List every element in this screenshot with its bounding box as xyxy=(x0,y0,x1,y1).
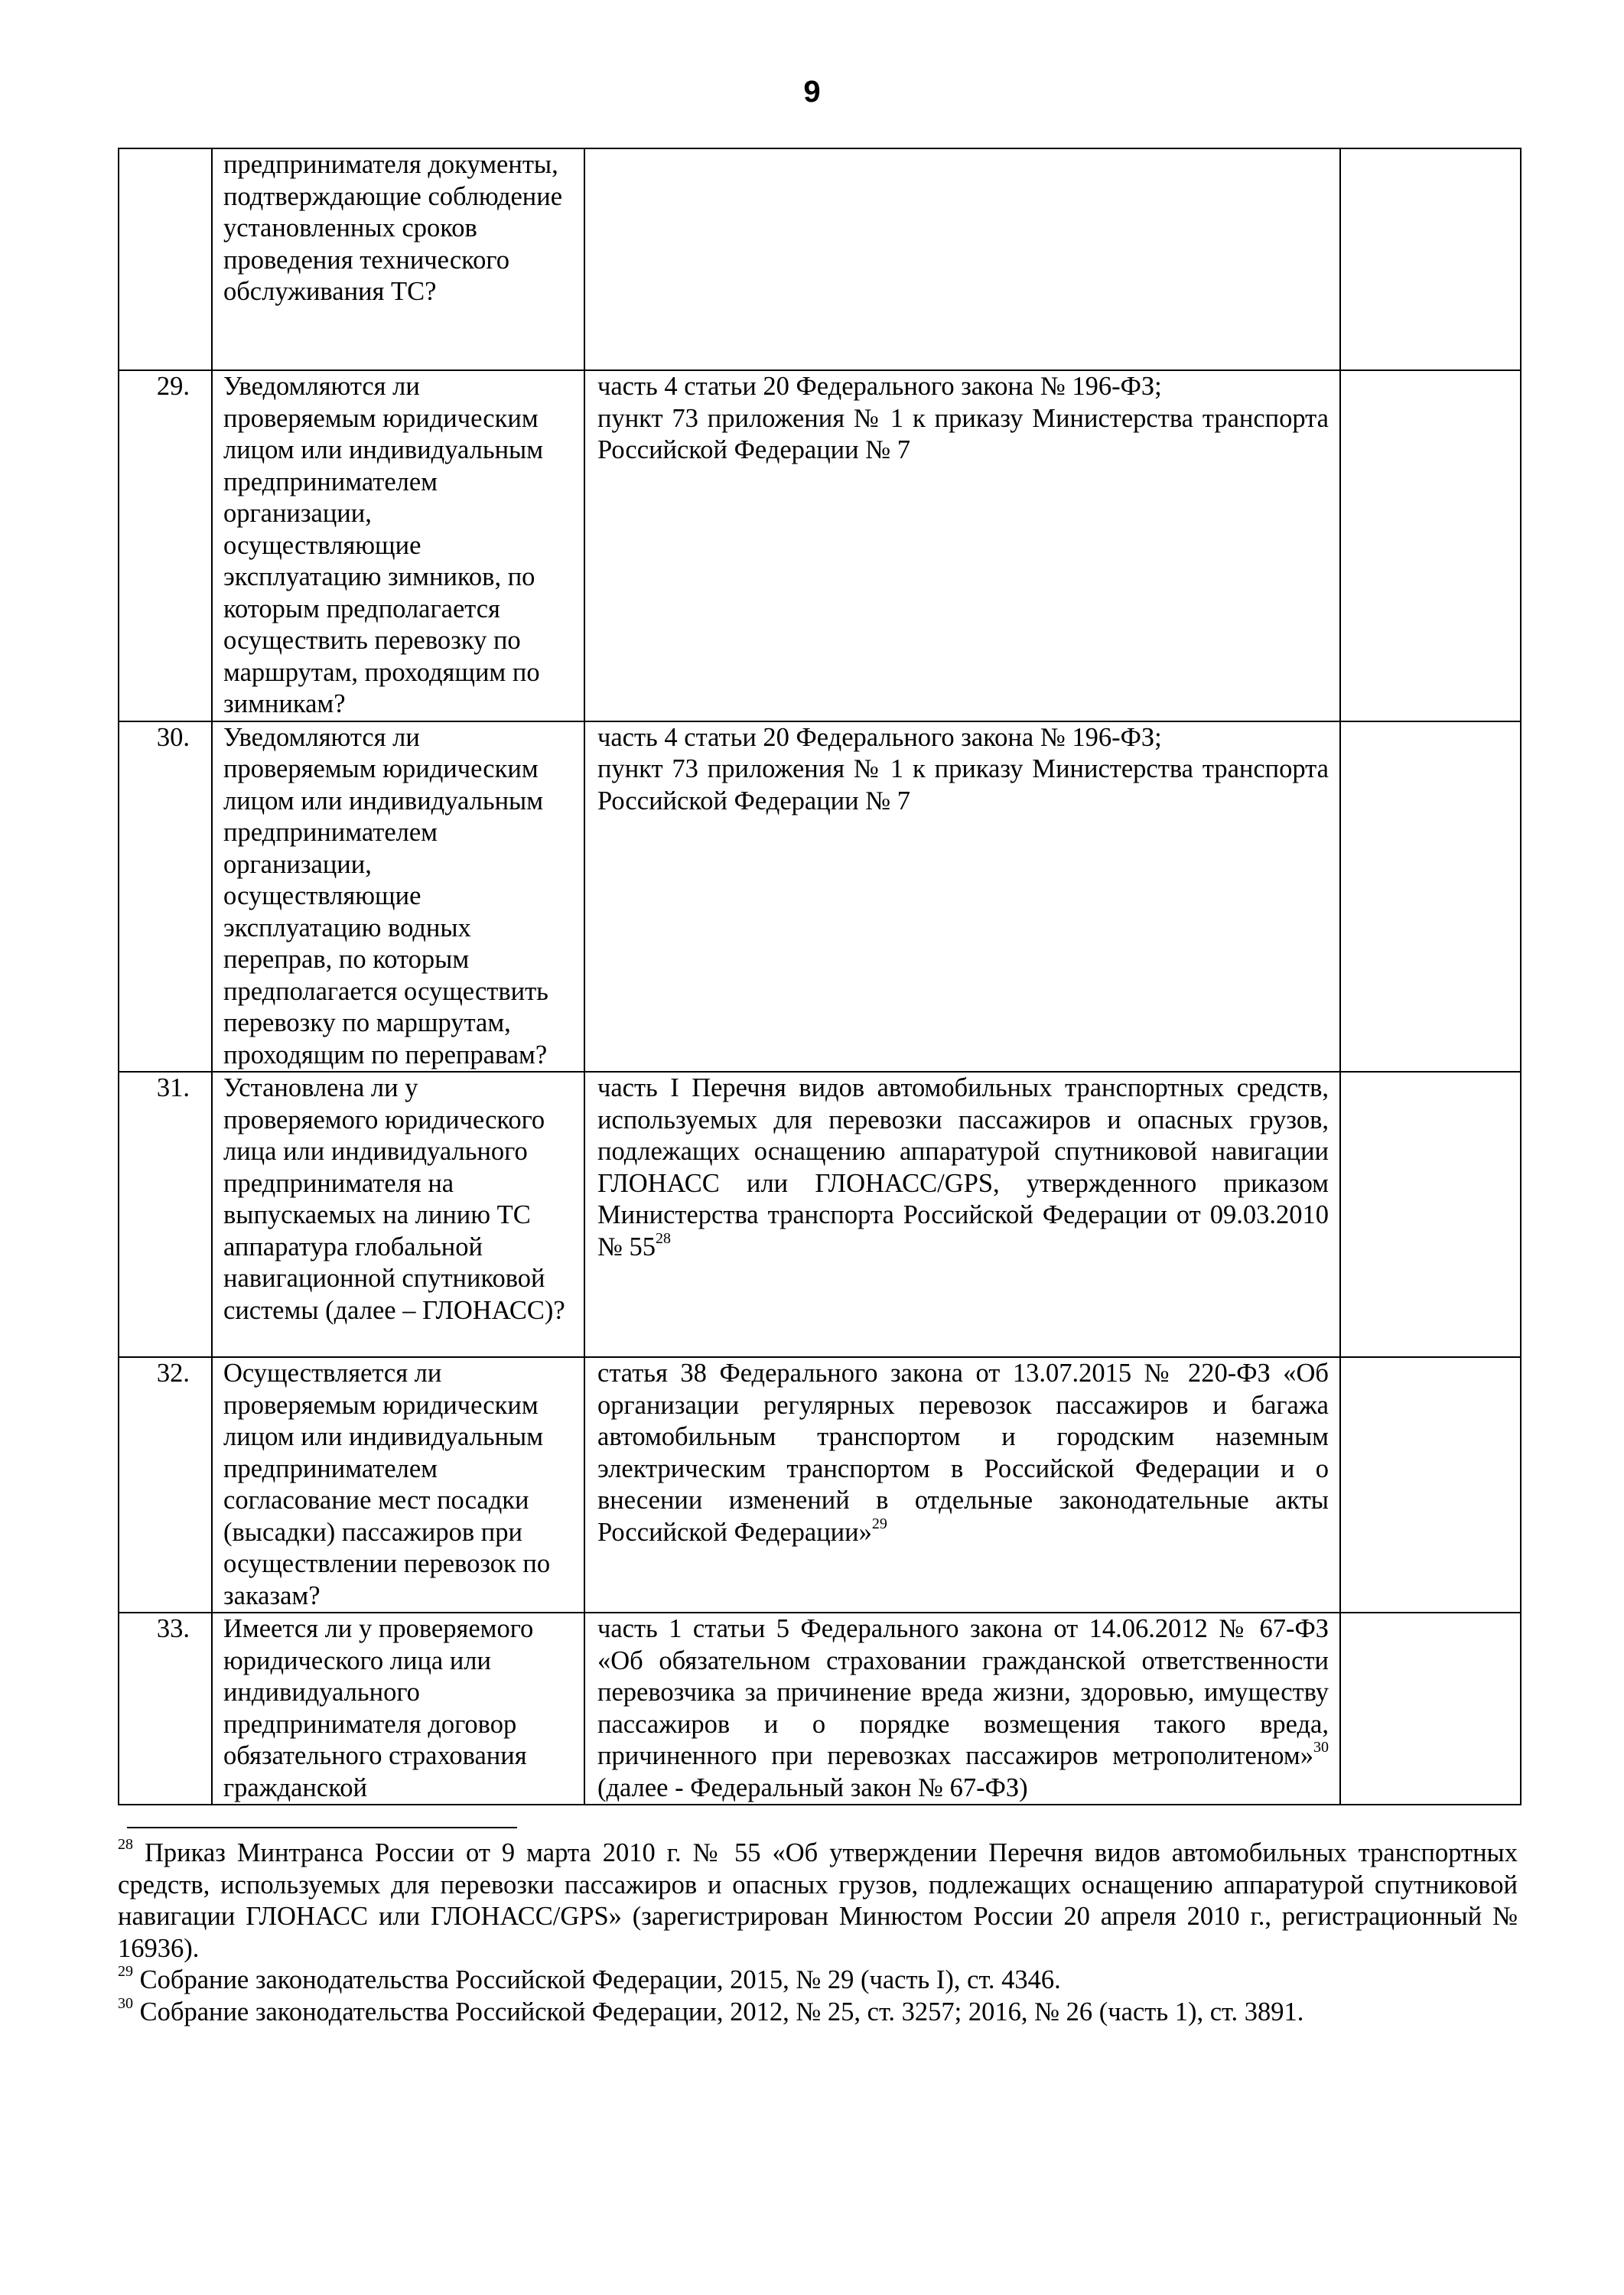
page-number: 9 xyxy=(803,75,821,109)
row-legal-basis xyxy=(584,370,1340,721)
footnote-separator xyxy=(127,1827,517,1828)
legal-basis-text: часть I Перечня видов автомобильных транспортных средств, используемых для перевозки пассажиров и опасных грузов, подлежащих оснащению аппаратурой спутниковой навигации ГЛОНАСС или ГЛОНАСС/GPS, утвержденного приказом Министерства транспорта Российской Федерации от 09.03.2010 № 55 xyxy=(597,1073,1329,1261)
table-row xyxy=(119,1357,1521,1613)
row-number: 30. xyxy=(119,721,212,1073)
legal-basis-tail: (далее - Федеральный закон № 67-ФЗ) xyxy=(597,1773,1028,1802)
footnote xyxy=(118,1838,1518,1965)
row-requirement: предпринимателя документы, подтверждающие соблюдение установленных сроков проведения технического обслуживания ТС? xyxy=(212,148,584,370)
table-row xyxy=(119,1613,1521,1805)
footnote xyxy=(118,1965,1518,1997)
row-legal-basis xyxy=(584,721,1340,1073)
row-note-cell xyxy=(1340,1613,1521,1805)
legal-basis-text: часть 4 статьи 20 Федерального закона № 196-ФЗ; пункт 73 приложения № 1 к приказу Министерства транспорта Российской Федерации № 7 xyxy=(597,722,1329,815)
checklist-table xyxy=(118,148,1521,1805)
row-legal-basis xyxy=(584,148,1340,370)
row-requirement: Уведомляются ли проверяемым юридическим лицом или индивидуальным предпринимателем организации, осуществляющие эксплуатацию водных переправ, по которым предполагается осуществить перевозку по маршрутам, проходящим по переправам? xyxy=(212,721,584,1073)
footnote-ref: 29 xyxy=(871,1515,887,1532)
legal-basis-text: часть 4 статьи 20 Федерального закона № 196-ФЗ; пункт 73 приложения № 1 к приказу Министерства транспорта Российской Федерации № 7 xyxy=(597,372,1329,464)
row-requirement: Имеется ли у проверяемого юридического лица или индивидуального предпринимателя договор обязательного страхования гражданской xyxy=(212,1613,584,1805)
row-note-cell xyxy=(1340,1357,1521,1613)
row-note-cell xyxy=(1340,721,1521,1073)
footnote-text: Собрание законодательства Российской Федерации, 2015, № 29 (часть I), ст. 4346. xyxy=(133,1965,1061,1994)
footnote xyxy=(118,1994,1518,2029)
row-note-cell xyxy=(1340,1072,1521,1357)
row-number: 33. xyxy=(119,1613,212,1805)
footnote-number: 28 xyxy=(118,1836,133,1853)
footnote-number: 30 xyxy=(118,1994,133,2012)
table-row xyxy=(119,148,1521,370)
row-legal-basis xyxy=(584,1072,1340,1357)
row-number: 32. xyxy=(119,1357,212,1613)
row-note-cell xyxy=(1340,148,1521,370)
row-requirement: Осуществляется ли проверяемым юридическим лицом или индивидуальным предпринимателем согласование мест посадки (высадки) пассажиров при осуществлении перевозок по заказам? xyxy=(212,1357,584,1613)
table-row xyxy=(119,370,1521,721)
row-requirement: Установлена ли у проверяемого юридического лица или индивидуального предпринимателя на выпускаемых на линию ТС аппаратура глобальной навигационной спутниковой системы (далее – ГЛОНАСС)? xyxy=(212,1072,584,1357)
legal-basis-text: статья 38 Федерального закона от 13.07.2015 № 220-ФЗ «Об организации регулярных перевозок пассажиров и багажа автомобильным транспортом и городским наземным электрическим транспортом в Российской Федерации и о внесении изменений в отдельные законодательные акты Российской Федерации» xyxy=(597,1359,1329,1547)
footnote-number: 29 xyxy=(118,1963,133,1980)
legal-basis-text: часть 1 статьи 5 Федерального закона от 14.06.2012 № 67-ФЗ «Об обязательном страховании гражданской ответственности перевозчика за причинение вреда жизни, здоровью, имуществу пассажиров и о порядке возмещения такого вреда, причиненного при перевозках пассажиров метрополитеном» xyxy=(597,1614,1329,1770)
table-row xyxy=(119,721,1521,1073)
row-number xyxy=(119,148,212,370)
row-number: 31. xyxy=(119,1072,212,1357)
row-legal-basis xyxy=(584,1357,1340,1613)
row-requirement: Уведомляются ли проверяемым юридическим лицом или индивидуальным предпринимателем организации, осуществляющие эксплуатацию зимников, по которым предполагается осуществить перевозку по маршрутам, проходящим по зимникам? xyxy=(212,370,584,721)
footnote-ref: 28 xyxy=(656,1229,672,1247)
row-legal-basis xyxy=(584,1613,1340,1805)
row-number: 29. xyxy=(119,370,212,721)
table-row xyxy=(119,1072,1521,1357)
footnote-ref: 30 xyxy=(1313,1739,1329,1756)
row-note-cell xyxy=(1340,370,1521,721)
footnotes xyxy=(118,1838,1518,2028)
footnote-text: Собрание законодательства Российской Федерации, 2012, № 25, ст. 3257; 2016, № 26 (часть 1), ст. 3891. xyxy=(133,1997,1304,2026)
footnote-text: Приказ Минтранса России от 9 марта 2010 г. № 55 «Об утверждении Перечня видов автомобильных транспортных средств, используемых для перевозки пассажиров и опасных грузов, подлежащих оснащению аппаратурой спутниковой навигации ГЛОНАСС или ГЛОНАСС/GPS» (зарегистрирован Минюстом России 20 апреля 2010 г., регистрационный № 16936). xyxy=(118,1838,1518,1963)
